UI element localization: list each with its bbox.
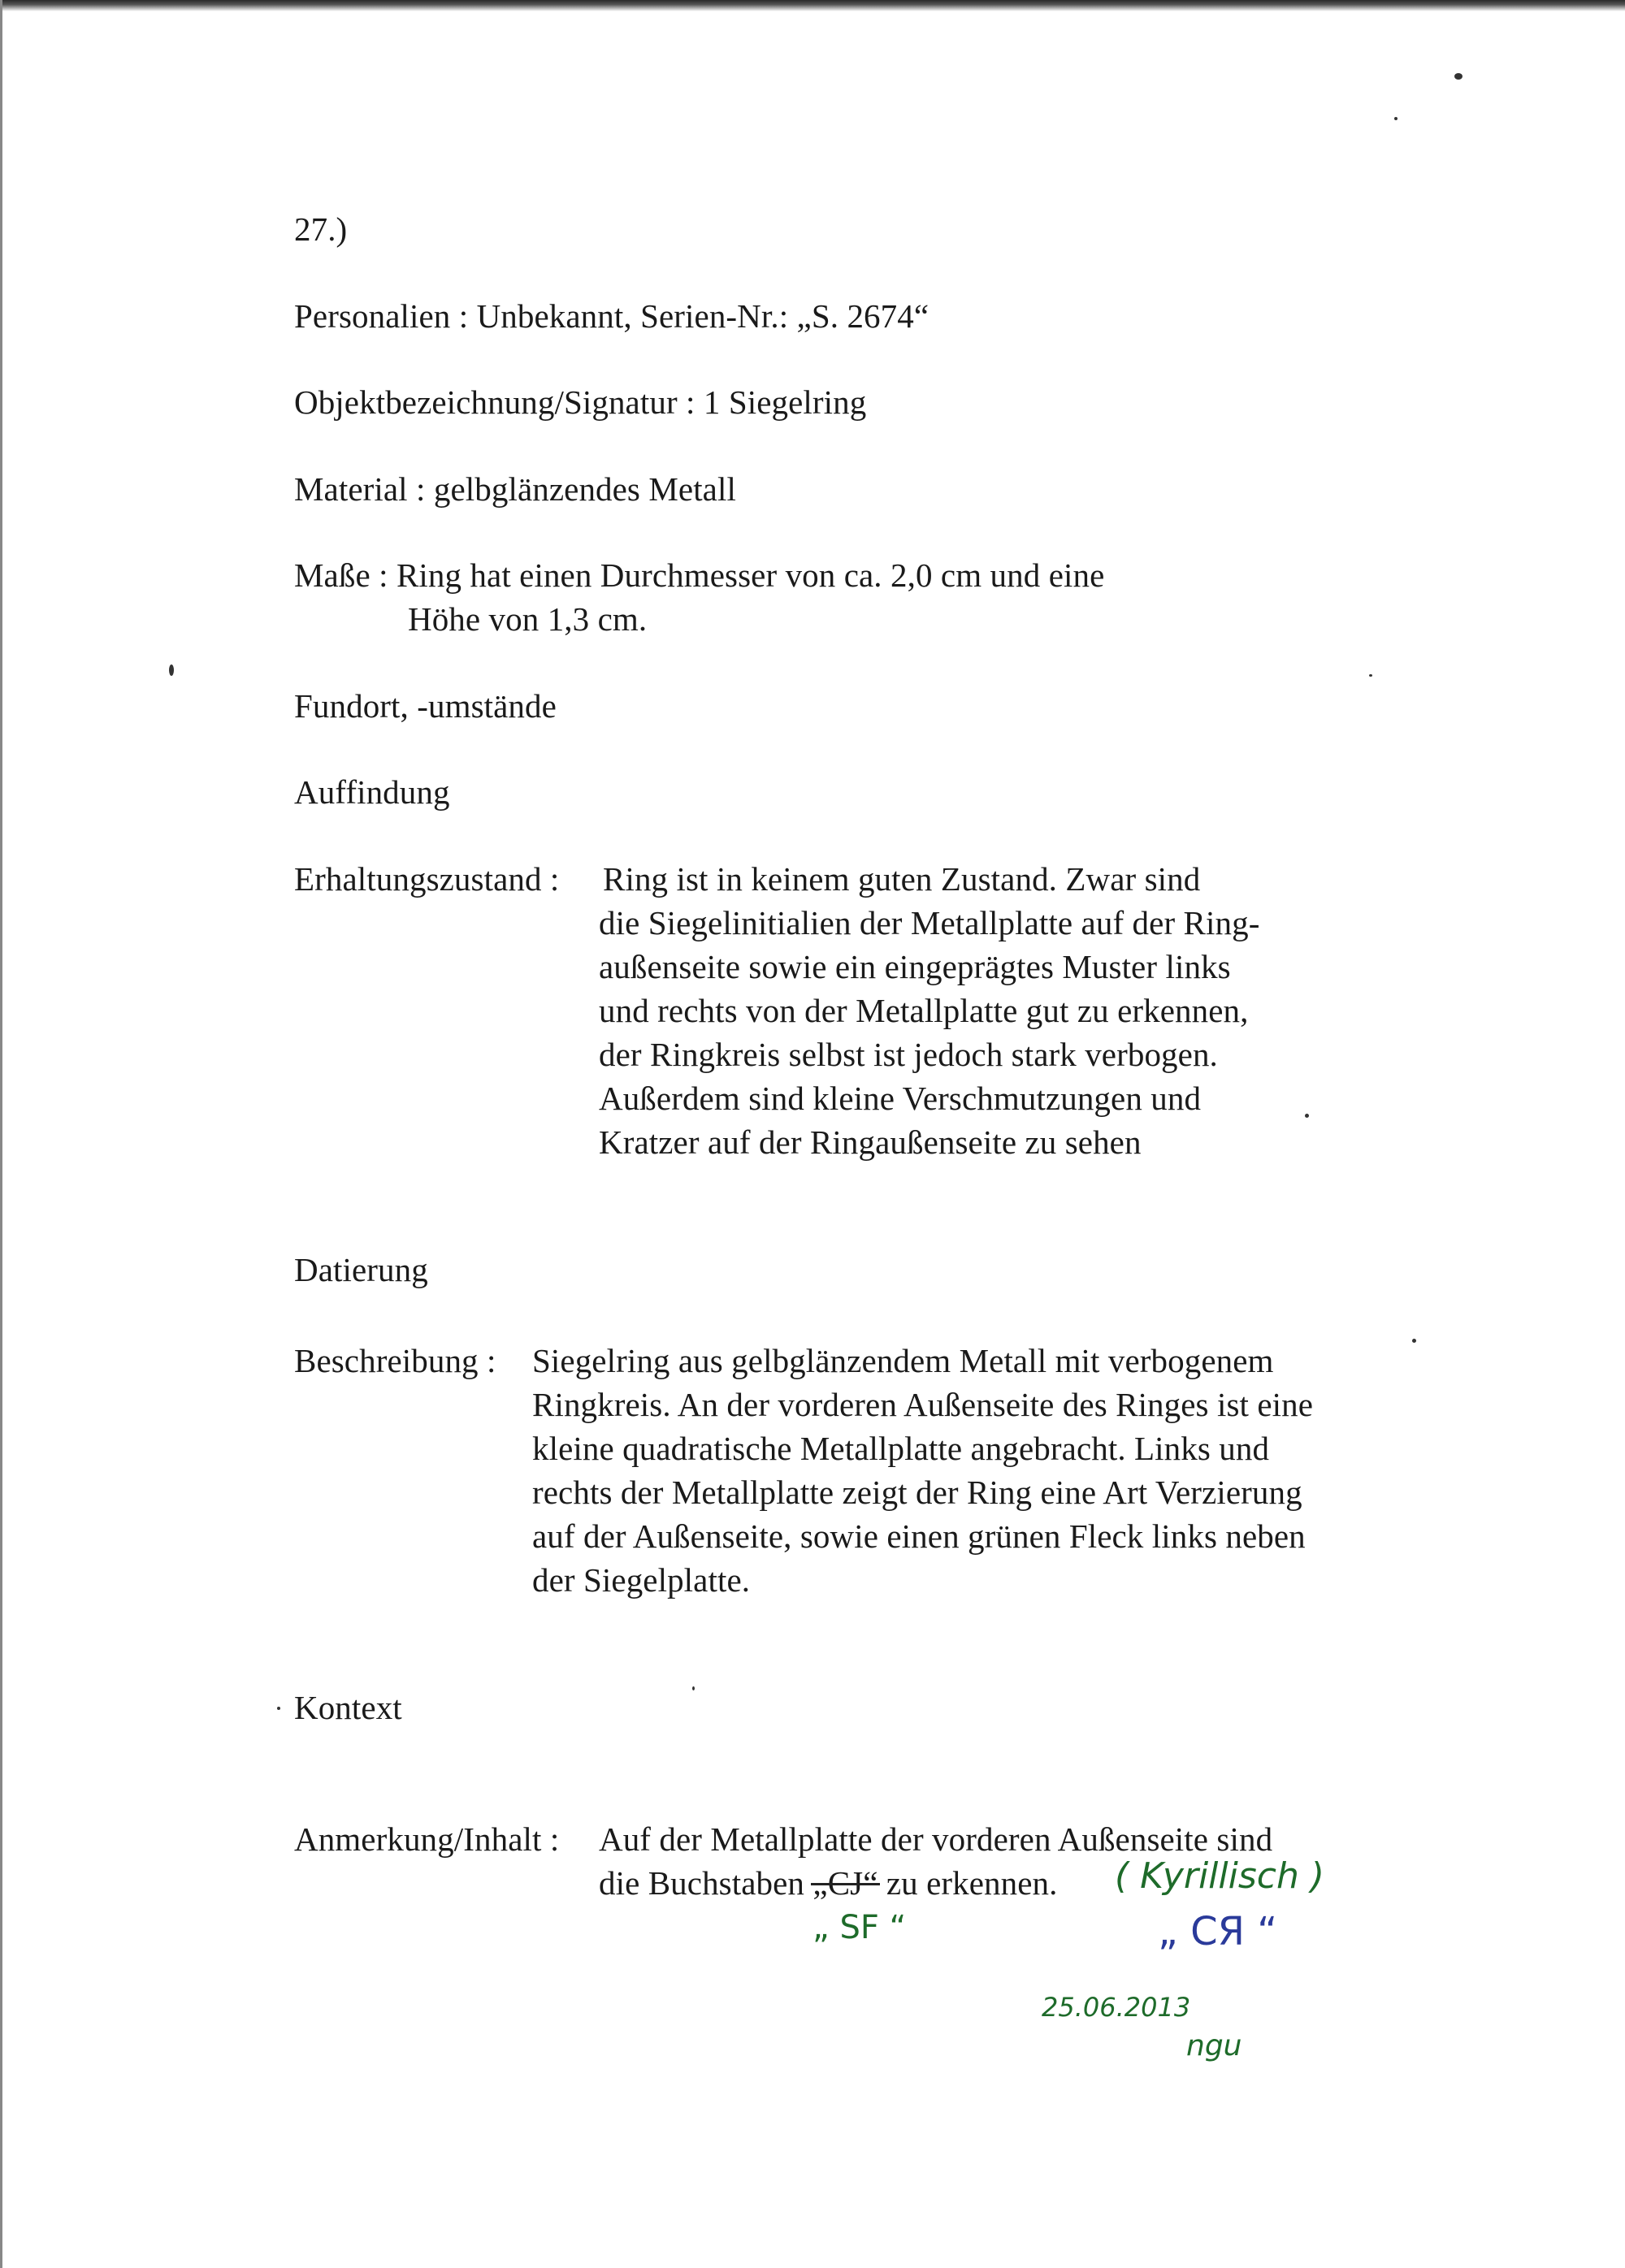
beschreibung-line: Siegelring aus gelbglänzendem Metall mit verbogenem	[532, 1342, 1274, 1379]
anmerkung-line2	[599, 1861, 1058, 1905]
scan-speck	[277, 1707, 280, 1710]
scan-speck	[1394, 117, 1398, 120]
field-datierung: Datierung	[294, 1251, 428, 1288]
handwritten-cyrillic-letters: „ CЯ “	[1158, 1909, 1278, 1954]
field-erhaltungszustand-label: Erhaltungszustand :	[294, 860, 560, 898]
handwritten-date: 25.06.2013	[1042, 1992, 1191, 2023]
beschreibung-line: auf der Außenseite, sowie einen grünen Fleck links neben	[532, 1517, 1306, 1555]
field-material: Material : gelbglänzendes Metall	[294, 470, 736, 508]
erhaltung-line: der Ringkreis selbst ist jedoch stark verbogen.	[599, 1036, 1218, 1073]
field-anmerkung-label: Anmerkung/Inhalt :	[294, 1820, 560, 1858]
erhaltung-line: Ring ist in keinem guten Zustand. Zwar sind	[603, 860, 1201, 898]
erhaltung-line: außenseite sowie ein eingeprägtes Muster links	[599, 948, 1231, 985]
erhaltung-line: und rechts von der Metallplatte gut zu erkennen,	[599, 992, 1249, 1029]
beschreibung-line: der Siegelplatte.	[532, 1561, 751, 1599]
scan-edge-top	[0, 0, 1625, 11]
entry-number: 27.)	[294, 210, 348, 248]
beschreibung-line: Ringkreis. An der vorderen Außenseite des Ringes ist eine	[532, 1386, 1314, 1423]
field-beschreibung-label: Beschreibung :	[294, 1342, 496, 1379]
scan-speck	[1369, 674, 1372, 677]
erhaltung-line: die Siegelinitialien der Metallplatte auf der Ring-	[599, 904, 1260, 941]
field-fundort: Fundort, -umstände	[294, 687, 557, 725]
erhaltung-line: Außerdem sind kleine Verschmutzungen und	[599, 1080, 1202, 1117]
erhaltung-line: Kratzer auf der Ringaußenseite zu sehen	[599, 1123, 1142, 1161]
anmerkung-line2-suffix: zu erkennen.	[878, 1864, 1058, 1902]
scan-speck	[169, 664, 174, 676]
scan-edge-left	[0, 0, 2, 2268]
anmerkung-line1: Auf der Metallplatte der vorderen Außenseite sind	[599, 1820, 1273, 1858]
field-personalien: Personalien : Unbekannt, Serien-Nr.: „S. 2674“	[294, 297, 930, 335]
scan-speck	[1305, 1114, 1309, 1118]
handwritten-sf: „ SF “	[812, 1909, 907, 1946]
beschreibung-line: kleine quadratische Metallplatte angebracht. Links und	[532, 1430, 1270, 1467]
field-objektbezeichnung: Objektbezeichnung/Signatur : 1 Siegelring	[294, 383, 867, 421]
beschreibung-line: rechts der Metallplatte zeigt der Ring eine Art Verzierung	[532, 1474, 1302, 1511]
field-auffindung: Auffindung	[294, 773, 450, 811]
scan-speck	[1454, 73, 1462, 80]
anmerkung-line2-prefix: die Buchstaben	[599, 1864, 813, 1902]
scan-speck	[692, 1686, 695, 1690]
handwritten-initials: ngu	[1186, 2029, 1242, 2062]
handwritten-kyrillisch: ( Kyrillisch )	[1115, 1855, 1325, 1897]
struck-letters: „CJ“	[812, 1861, 878, 1905]
field-kontext: Kontext	[294, 1689, 402, 1726]
field-masse-line1: Maße : Ring hat einen Durchmesser von ca. 2,0 cm und eine	[294, 556, 1105, 594]
field-masse-line2: Höhe von 1,3 cm.	[408, 600, 648, 638]
scan-speck	[1412, 1339, 1416, 1343]
